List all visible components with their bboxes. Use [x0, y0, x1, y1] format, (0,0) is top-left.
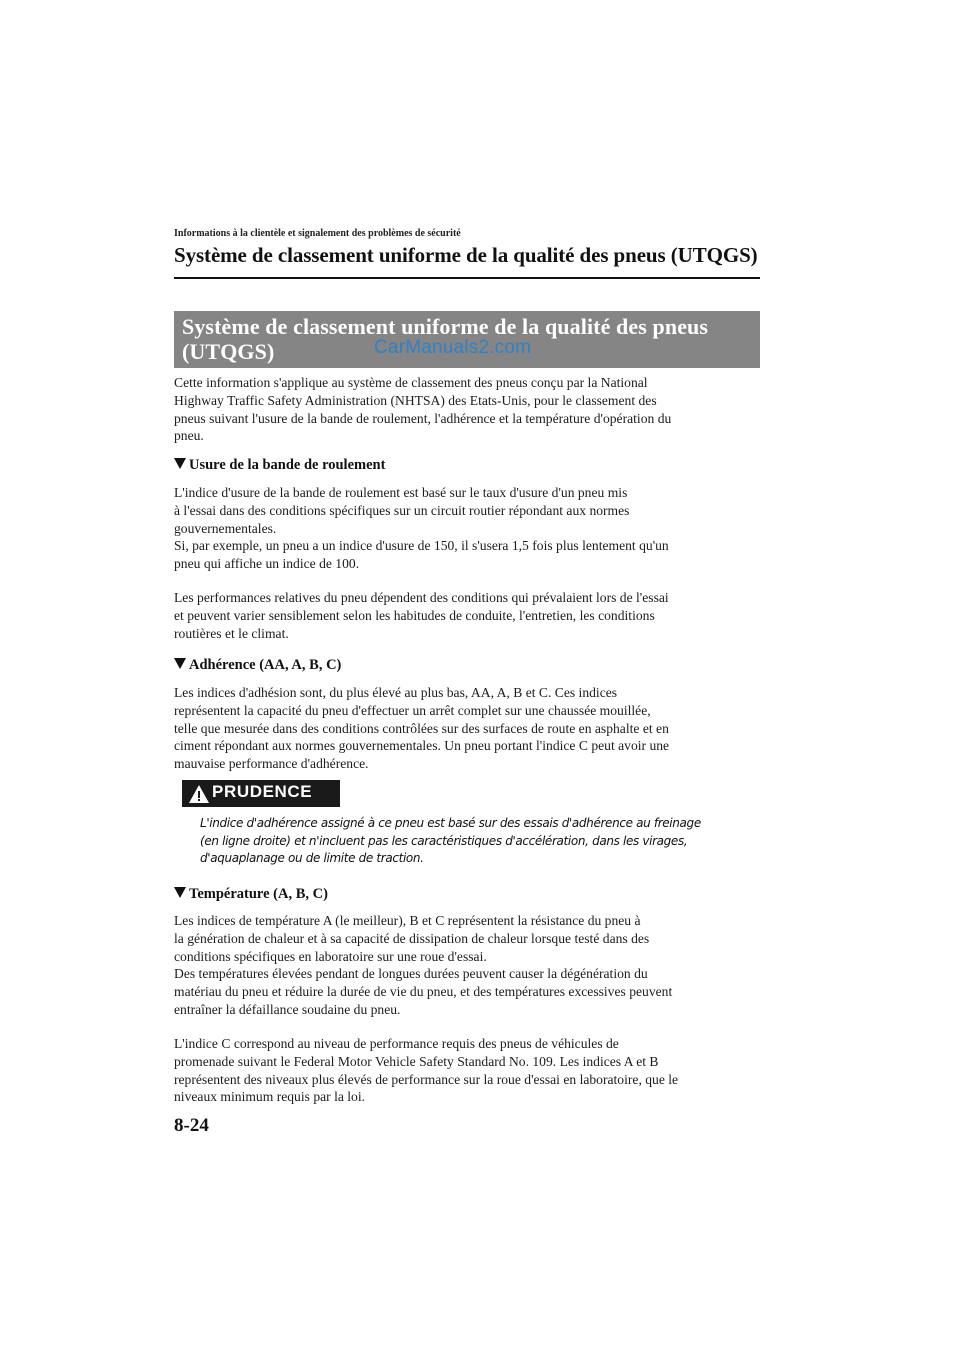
usure-paragraph-1	[174, 484, 760, 573]
caution-label-text: PRUDENCE	[212, 782, 313, 801]
text-line: Les performances relatives du pneu dépendent des conditions qui prévalaient lors de l'essai	[174, 590, 669, 605]
text-line: Cette information s'applique au système de classement des pneus conçu par la National	[174, 375, 648, 390]
text-line: pneus suivant l'usure de la bande de roulement, l'adhérence et la température d'opération du	[174, 410, 672, 426]
text-line: la génération de chaleur et à sa capacité de dissipation de chaleur lorsque testé dans des	[174, 930, 650, 946]
header-divider	[174, 277, 760, 279]
heading-usure	[174, 456, 760, 474]
page-header-title: Système de classement uniforme de la qualité des pneus (UTQGS)	[174, 243, 758, 267]
heading-adherence	[174, 656, 760, 674]
text-line: telle que mesurée dans des conditions contrôlées sur des surfaces de route en asphalte et en	[174, 720, 669, 736]
text-line: et peuvent varier sensiblement selon les habitudes de conduite, l'entretien, les conditions	[174, 607, 655, 623]
page-number: 8-24	[174, 1115, 209, 1136]
heading-temperature	[174, 885, 760, 903]
text-line: L'indice d'usure de la bande de roulement est basé sur le taux d'usure d'un pneu mis	[174, 485, 628, 500]
usure-paragraph-2	[174, 589, 760, 642]
text-line: Highway Traffic Safety Administration (NHTSA) des Etats-Unis, pour le classement des	[174, 392, 657, 408]
text-line: niveaux minimum requis par la loi.	[174, 1089, 366, 1105]
text-line: Les indices de température A (le meilleur), B et C représentent la résistance du pneu à	[174, 913, 641, 928]
temperature-paragraph-2	[174, 1035, 760, 1106]
adherence-paragraph	[174, 684, 760, 773]
triangle-down-icon	[174, 458, 186, 469]
intro-paragraph	[174, 374, 760, 445]
caution-label	[182, 780, 340, 807]
watermark: CarManuals2.com	[374, 337, 532, 358]
text-line: ciment répondant aux normes gouvernementales. Un pneu portant l'indice C peut avoir une	[174, 738, 670, 754]
text-line: Les indices d'adhésion sont, du plus élevé au plus bas, AA, A, B et C. Ces indices	[174, 685, 618, 700]
banner-title-line1: Système de classement uniforme de la qualité des pneus	[182, 314, 709, 339]
text-line: promenade suivant le Federal Motor Vehicle Safety Standard No. 109. Les indices A et B	[174, 1053, 659, 1069]
text-line: à l'essai dans des conditions spécifiques sur un circuit routier répondant aux normes	[174, 502, 630, 518]
text-line: Des températures élevées pendant de longues durées peuvent causer la dégénération du	[174, 966, 648, 982]
warning-triangle-icon	[188, 784, 210, 809]
triangle-down-icon	[174, 658, 186, 669]
text-line: d'aquaplanage ou de limite de traction.	[200, 851, 424, 866]
text-line: gouvernementales.	[174, 520, 277, 536]
text-line: mauvaise performance d'adhérence.	[174, 756, 369, 772]
text-line: Si, par exemple, un pneu a un indice d'usure de 150, il s'usera 1,5 fois plus lentement qu'un	[174, 538, 669, 554]
heading-usure-text: Usure de la bande de roulement	[189, 457, 386, 473]
running-head: Informations à la clientèle et signalement des problèmes de sécurité	[174, 228, 461, 239]
caution-text	[200, 815, 760, 868]
text-line: représentent des niveaux plus élevés de performance sur la roue d'essai en laboratoire, que le	[174, 1071, 679, 1087]
text-line: pneu.	[174, 428, 204, 444]
text-line: entraîner la défaillance soudaine du pneu.	[174, 1001, 401, 1017]
text-line: conditions spécifiques en laboratoire sur une roue d'essai.	[174, 948, 487, 964]
text-line: pneu qui affiche un indice de 100.	[174, 556, 360, 572]
temperature-paragraph-1	[174, 912, 760, 1019]
heading-adherence-text: Adhérence (AA, A, B, C)	[189, 657, 342, 673]
text-line: matériau du pneu et réduire la durée de vie du pneu, et des températures excessives peuvent	[174, 984, 673, 1000]
triangle-down-icon	[174, 887, 186, 898]
text-line: L'indice C correspond au niveau de performance requis des pneus de véhicules de	[174, 1036, 619, 1051]
text-line: représentent la capacité du pneu d'effectuer un arrêt complet sur une chaussée mouillée,	[174, 702, 651, 718]
text-line: (en ligne droite) et n'incluent pas les caractéristiques d'accélération, dans les virages,	[200, 833, 688, 848]
text-line: routières et le climat.	[174, 625, 289, 641]
text-line: L'indice d'adhérence assigné à ce pneu est basé sur des essais d'adhérence au freinage	[200, 816, 701, 830]
section-banner	[174, 311, 760, 368]
heading-temperature-text: Température (A, B, C)	[189, 886, 328, 902]
banner-title-line2: (UTQGS)	[182, 339, 275, 364]
